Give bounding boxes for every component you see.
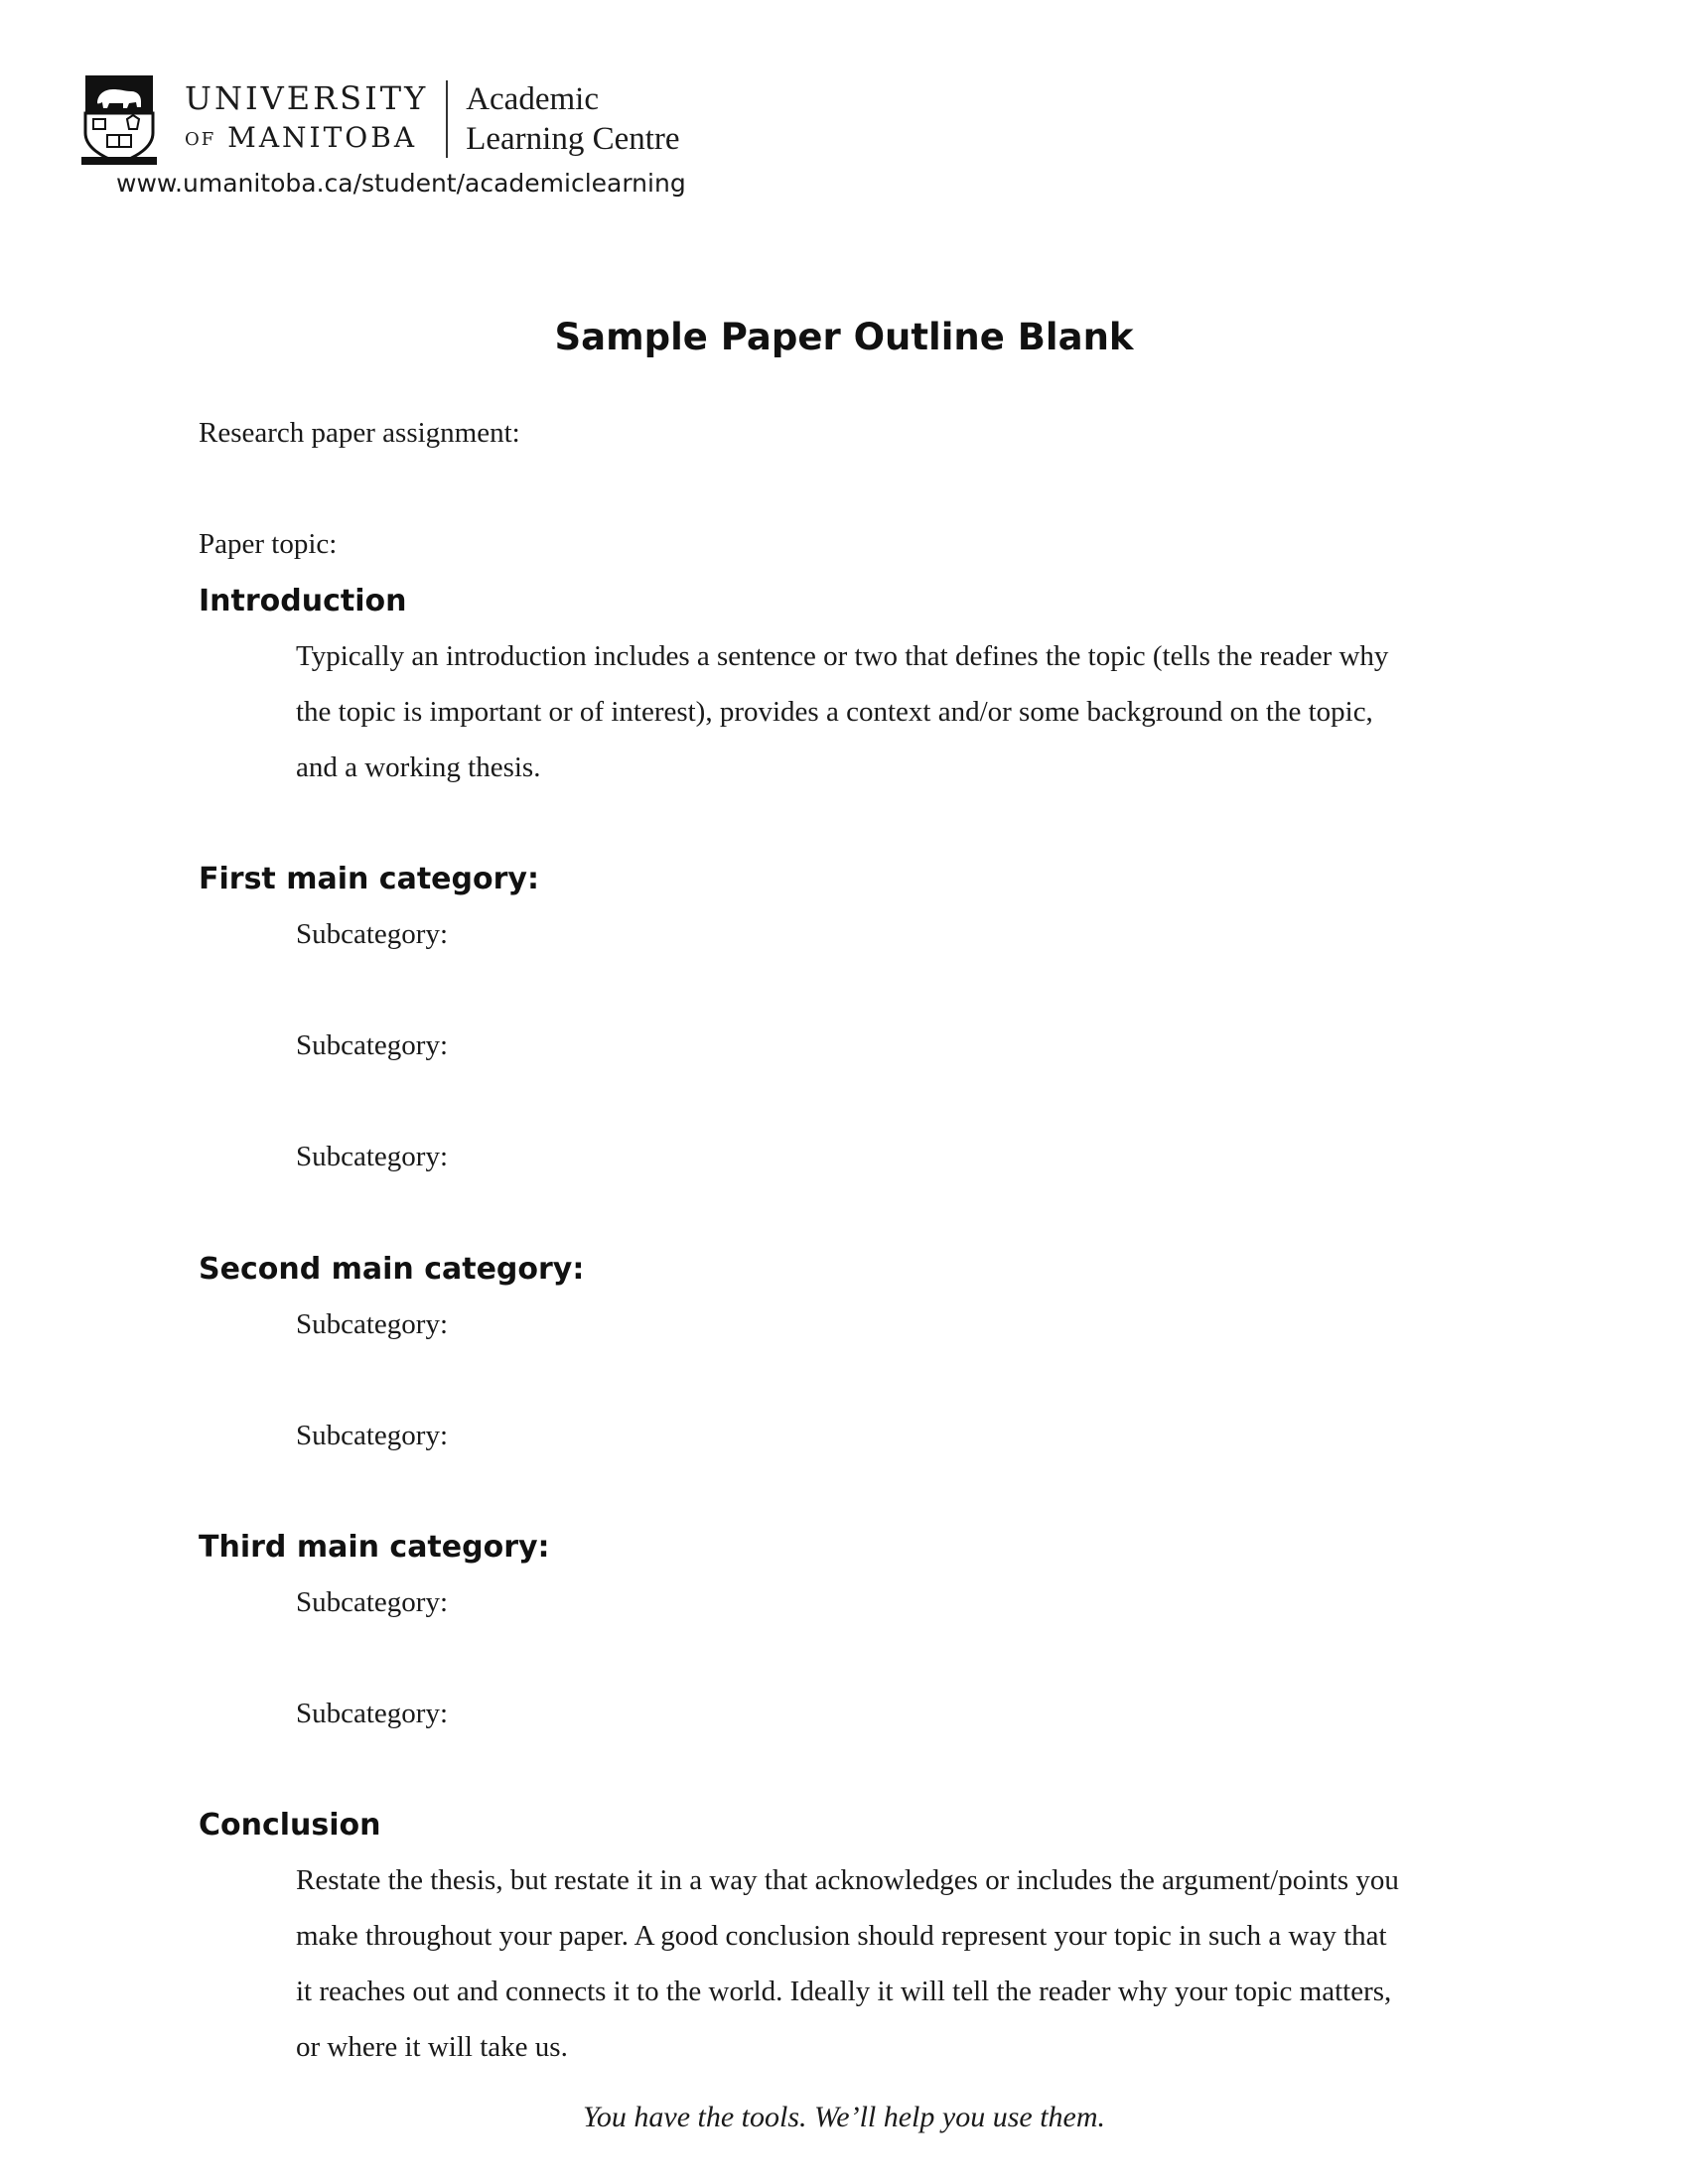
university-logo [81,73,680,173]
subcategory-label: Subcategory: [296,1698,449,1729]
subcategory-label: Subcategory: [296,1586,449,1618]
footer-tagline: You have the tools. We’ll help you use them. [582,2101,1106,2133]
university-name [185,78,446,160]
unit-name-line1: Academic [466,81,599,117]
university-of: OF [185,129,216,150]
subcategory-label: Subcategory: [296,1420,449,1451]
third-category-heading: Third main category: [199,1530,550,1565]
document-title: Sample Paper Outline Blank [554,316,1134,358]
first-category-heading: First main category: [199,862,539,896]
university-crest-icon [81,73,157,165]
university-manitoba: MANITOBA [227,121,418,154]
introduction-line: and a working thesis. [296,751,541,783]
introduction-line: the topic is important or of interest), provides a context and/or some background on the topic, [296,696,1373,728]
conclusion-line: make throughout your paper. A good conclusion should represent your topic in such a way that [296,1920,1387,1952]
assignment-label: Research paper assignment: [199,417,520,449]
conclusion-heading: Conclusion [199,1808,381,1843]
logo-wordmark [185,73,680,165]
subcategory-label: Subcategory: [296,1308,449,1340]
logo-divider [446,80,448,158]
unit-name [466,79,679,159]
topic-label: Paper topic: [199,528,338,560]
university-name-line2 [185,118,428,160]
introduction-line: Typically an introduction includes a sentence or two that defines the topic (tells the reader why [296,640,1389,672]
subcategory-label: Subcategory: [296,1141,449,1172]
conclusion-line: or where it will take us. [296,2031,568,2063]
website-url[interactable]: www.umanitoba.ca/student/academiclearning [116,169,686,198]
introduction-heading: Introduction [199,584,407,618]
unit-name-line2: Learning Centre [466,121,680,157]
subcategory-label: Subcategory: [296,918,449,950]
second-category-heading: Second main category: [199,1252,585,1287]
conclusion-line: it reaches out and connects it to the world. Ideally it will tell the reader why your topic matters, [296,1976,1392,2007]
subcategory-label: Subcategory: [296,1029,449,1061]
university-name-line1: UNIVERSITY [185,79,429,117]
conclusion-line: Restate the thesis, but restate it in a way that acknowledges or includes the argument/points you [296,1864,1399,1896]
